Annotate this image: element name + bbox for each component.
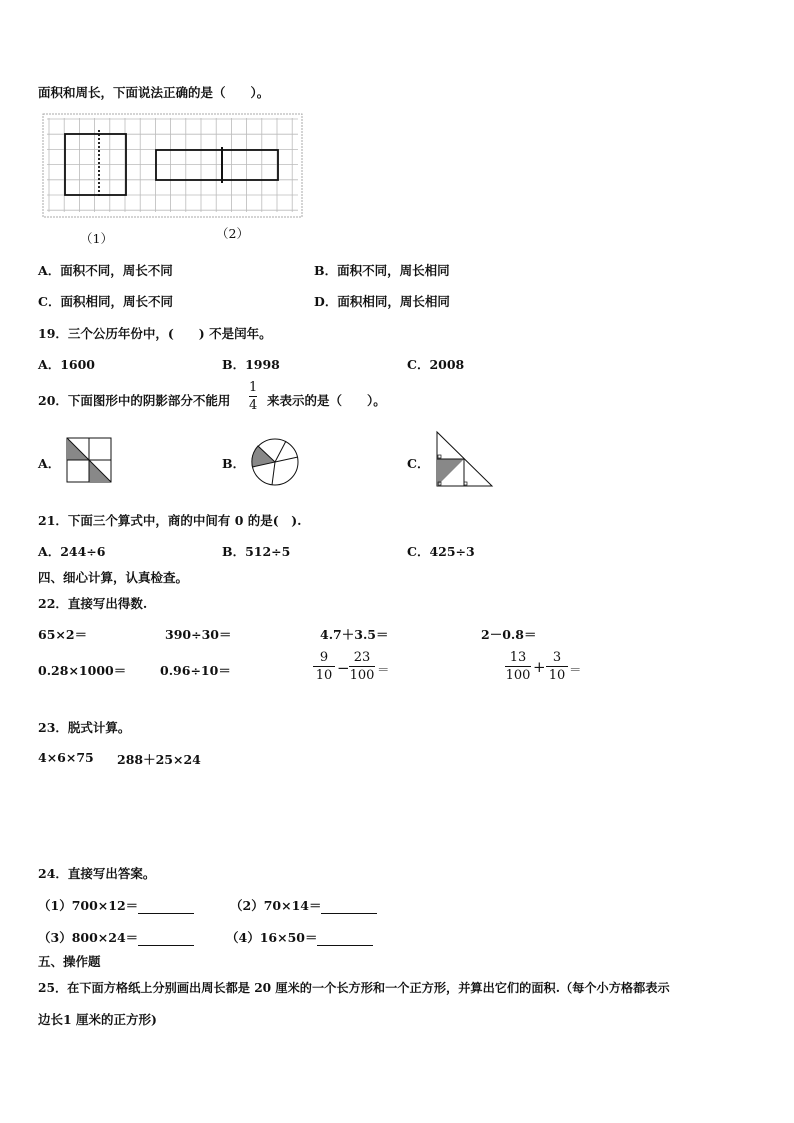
q22-expr-2: 390÷30＝ <box>165 627 232 642</box>
q21-option-c[interactable]: C．425÷3 <box>407 544 475 559</box>
q20-figure-c-triangle <box>435 430 495 488</box>
fig-label-2: （2） <box>216 226 249 241</box>
numerator: 9 <box>319 650 329 665</box>
q22-frac-2a <box>505 650 531 683</box>
fig-label-1: （1） <box>80 231 113 246</box>
q20-figure-a-square <box>66 437 112 483</box>
equals-sign: ＝ <box>377 662 390 677</box>
rectangle-shape <box>156 150 278 180</box>
q22-expr-1: 65×2＝ <box>38 627 88 642</box>
denominator: 100 <box>505 668 531 683</box>
q18-option-c[interactable]: C．面积相同，周长不同 <box>38 294 173 309</box>
q20-option-c[interactable]: C． <box>407 456 430 471</box>
q22-expr-5: 0.28×1000＝ <box>38 663 127 678</box>
q24-item-2-text: （2）70×14＝ <box>230 898 322 913</box>
q19-stem: 19．三个公历年份中，( ) 不是闰年。 <box>38 326 272 341</box>
q24-stem: 24．直接写出答案。 <box>38 866 156 881</box>
minus-sign: − <box>337 659 350 677</box>
q18-option-d[interactable]: D．面积相同，周长相同 <box>314 294 450 309</box>
q24-item-1 <box>38 896 194 914</box>
q21-option-b[interactable]: B．512÷5 <box>222 544 291 559</box>
q22-expr-3: 4.7＋3.5＝ <box>320 627 389 642</box>
q24-item-3 <box>38 928 194 946</box>
q24-item-1-text: （1）700×12＝ <box>38 898 139 913</box>
frac-denominator: 4 <box>249 398 258 413</box>
q19-option-c[interactable]: C．2008 <box>407 357 465 372</box>
numerator: 13 <box>509 650 527 665</box>
denominator: 100 <box>349 668 375 683</box>
q24-item-2 <box>230 896 377 914</box>
q22-frac-1a <box>313 650 335 683</box>
q25-line-1: 25．在下面方格纸上分别画出周长都是 20 厘米的一个长方形和一个正方形，并算出它们的面积.（每个小方格都表示 <box>38 981 670 995</box>
numerator: 23 <box>353 650 371 665</box>
equals-sign: ＝ <box>569 662 582 677</box>
answer-blank[interactable] <box>138 933 194 946</box>
q18-option-b[interactable]: B．面积不同，周长相同 <box>314 263 450 278</box>
q22-frac-1b <box>349 650 375 683</box>
q20-stem-pre: 20．下面图形中的阴影部分不能用 <box>38 393 231 408</box>
q19-option-a[interactable]: A．1600 <box>38 357 95 372</box>
section-4-heading: 四、细心计算，认真检查。 <box>38 570 189 585</box>
q20-option-b[interactable]: B． <box>222 456 246 471</box>
q21-stem: 21．下面三个算式中，商的中间有 0 的是( ). <box>38 513 302 528</box>
numerator: 3 <box>552 650 562 665</box>
q24-item-4-text: （4）16×50＝ <box>226 930 318 945</box>
q22-frac-2b <box>546 650 568 683</box>
frac-numerator: 1 <box>249 380 258 395</box>
q23-item-2: 288＋25×24 <box>117 752 201 767</box>
q20-fraction <box>249 380 257 413</box>
q22-expr-4: 2－0.8＝ <box>481 627 537 642</box>
answer-blank[interactable] <box>317 933 373 946</box>
q18-grid-figure <box>42 113 304 219</box>
answer-blank[interactable] <box>138 901 194 914</box>
q22-stem: 22．直接写出得数. <box>38 596 148 611</box>
section-5-heading: 五、操作题 <box>38 954 101 969</box>
q20-option-a[interactable]: A． <box>38 456 61 471</box>
q20-figure-b-circle <box>250 437 300 487</box>
q23-stem: 23．脱式计算。 <box>38 720 131 735</box>
q19-option-b[interactable]: B．1998 <box>222 357 280 372</box>
denominator: 10 <box>548 668 566 683</box>
q24-item-3-text: （3）800×24＝ <box>38 930 139 945</box>
q20-stem-post: 来表示的是（ ）。 <box>267 393 386 408</box>
q18-option-a[interactable]: A．面积不同，周长不同 <box>38 263 173 278</box>
answer-blank[interactable] <box>321 901 377 914</box>
q18-stem: 面积和周长，下面说法正确的是（ ）。 <box>38 85 270 100</box>
q22-expr-6: 0.96÷10＝ <box>160 663 231 678</box>
plus-sign: + <box>533 658 546 676</box>
denominator: 10 <box>315 668 333 683</box>
q24-item-4 <box>226 928 373 946</box>
q23-item-1: 4×6×75 <box>38 750 94 765</box>
q21-option-a[interactable]: A．244÷6 <box>38 544 106 559</box>
q25-line-2: 边长1 厘米的正方形) <box>38 1012 157 1027</box>
